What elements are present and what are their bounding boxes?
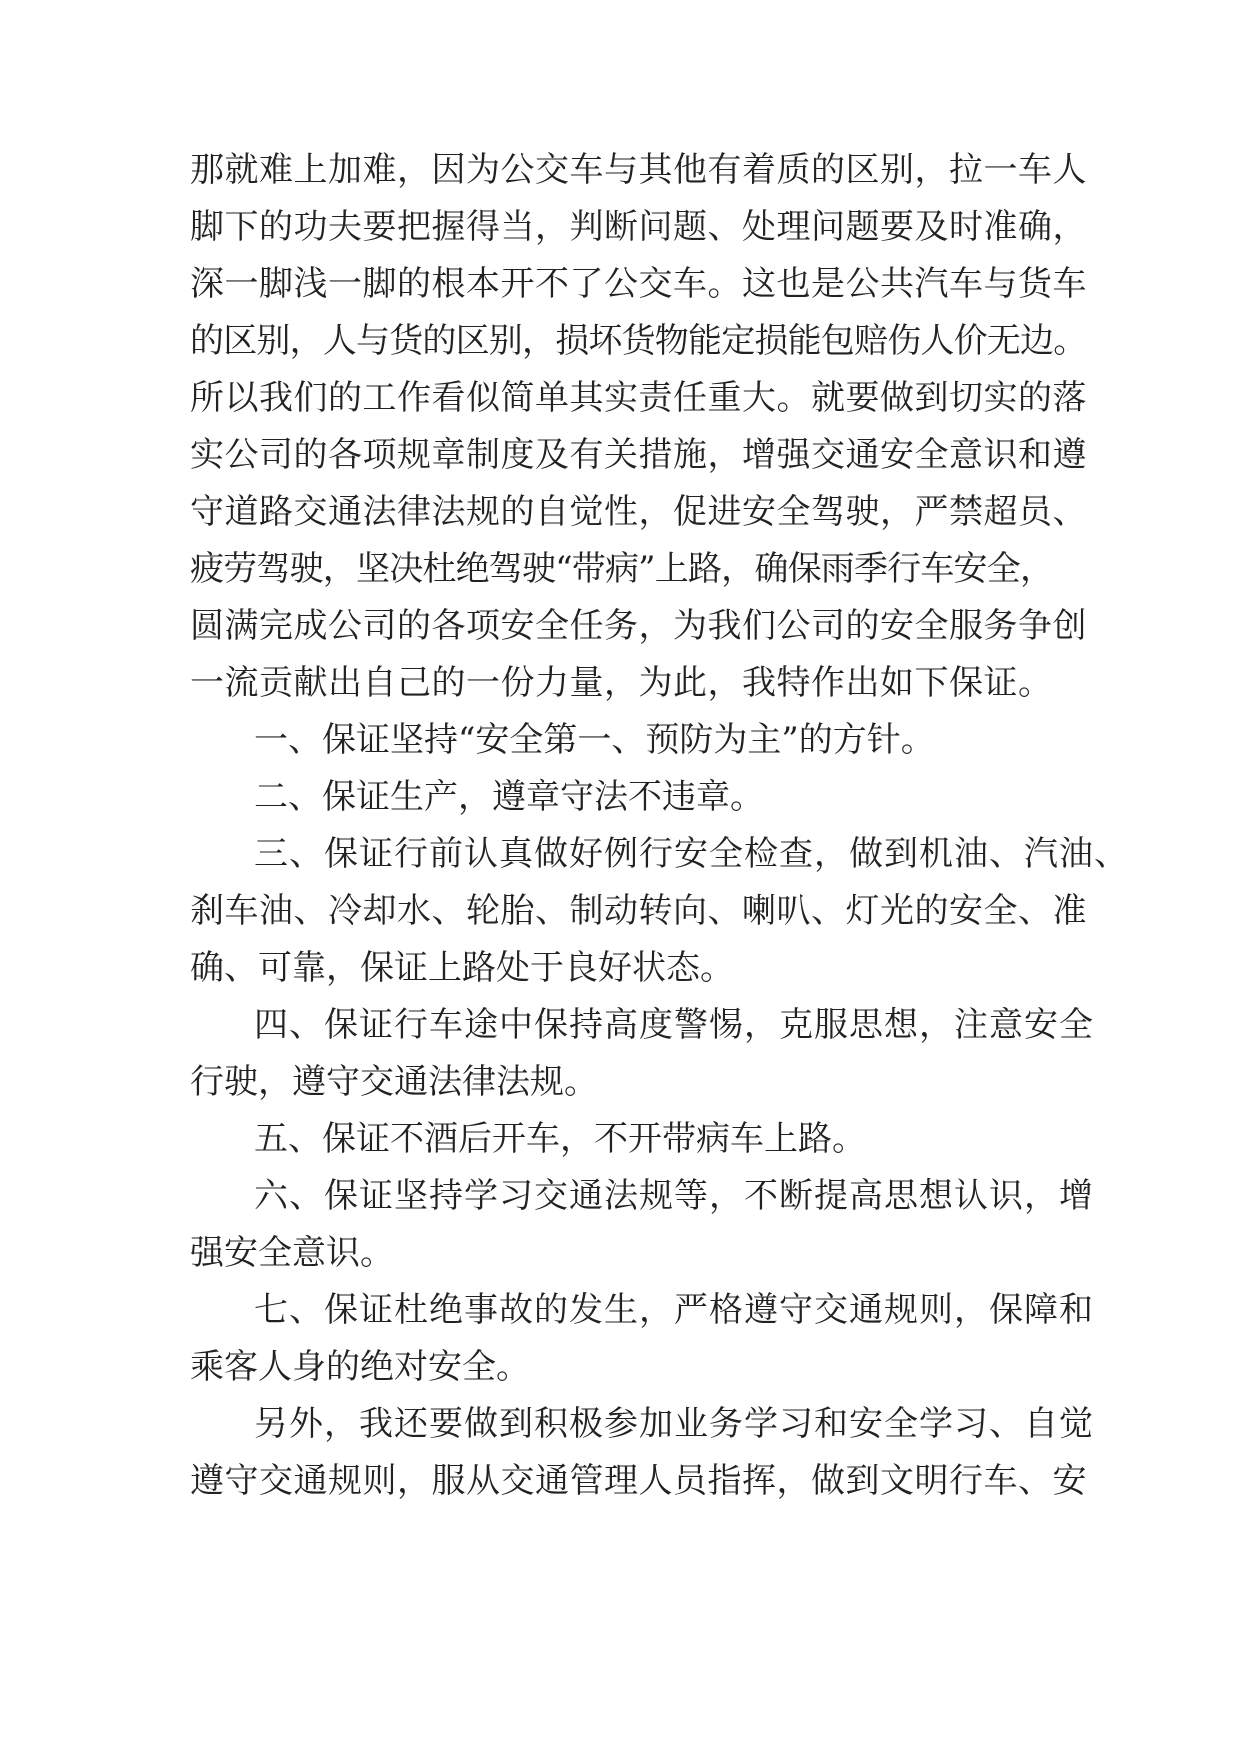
text-line: 一、保证坚持“安全第一、预防为主”的方针。 <box>254 720 935 760</box>
text-line: 遵守交通规则，服从交通管理人员指挥，做到文明行车、安 <box>190 1461 1087 1501</box>
text-line: 一流贡献出自己的一份力量，为此，我特作出如下保证。 <box>190 663 1053 703</box>
text-line: 那就难上加难，因为公交车与其他有着质的区别，拉一车人 <box>190 150 1087 190</box>
text-line: 三、保证行前认真做好例行安全检查，做到机油、汽油、 <box>254 834 1129 874</box>
text-line: 守道路交通法律法规的自觉性，促进安全驾驶，严禁超员、 <box>190 492 1087 532</box>
text-line: 五、保证不酒后开车，不开带病车上路。 <box>254 1119 866 1159</box>
text-line: 另外，我还要做到积极参加业务学习和安全学习、自觉 <box>254 1404 1094 1444</box>
text-line: 强安全意识。 <box>190 1233 394 1273</box>
text-line: 确、可靠，保证上路处于良好状态。 <box>190 948 734 988</box>
text-line: 刹车油、冷却水、轮胎、制动转向、喇叭、灯光的安全、准 <box>190 891 1087 931</box>
text-line: 二、保证生产，遵章守法不违章。 <box>254 777 764 817</box>
text-line: 四、保证行车途中保持高度警惕，克服思想，注意安全 <box>254 1005 1094 1045</box>
text-line: 的区别，人与货的区别，损坏货物能定损能包赔伤人价无边。 <box>190 321 1087 361</box>
text-line: 所以我们的工作看似简单其实责任重大。就要做到切实的落 <box>190 378 1087 418</box>
text-line: 脚下的功夫要把握得当，判断问题、处理问题要及时准确， <box>190 207 1087 247</box>
text-line: 实公司的各项规章制度及有关措施，增强交通安全意识和遵 <box>190 435 1087 475</box>
text-line: 圆满完成公司的各项安全任务，为我们公司的安全服务争创 <box>190 606 1087 646</box>
text-line: 深一脚浅一脚的根本开不了公交车。这也是公共汽车与货车 <box>190 264 1087 304</box>
text-line: 疲劳驾驶，坚决杜绝驾驶“带病”上路，确保雨季行车安全， <box>190 549 1054 589</box>
text-line: 七、保证杜绝事故的发生，严格遵守交通规则，保障和 <box>254 1290 1094 1330</box>
text-line: 乘客人身的绝对安全。 <box>190 1347 530 1387</box>
text-line: 六、保证坚持学习交通法规等，不断提高思想认识，增 <box>254 1176 1094 1216</box>
text-line: 行驶，遵守交通法律法规。 <box>190 1062 598 1102</box>
